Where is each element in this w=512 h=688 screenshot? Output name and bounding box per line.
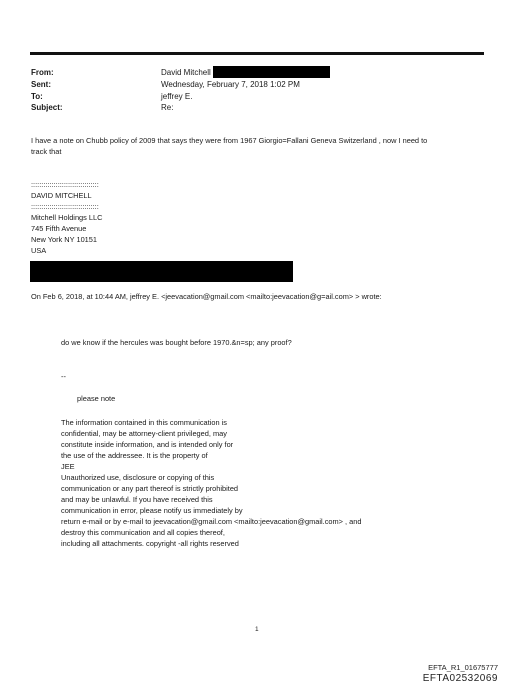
redaction-bar [30,261,293,282]
disclaimer-line: communication in error, please notify us immediately by [61,506,243,515]
footer-id-1: EFTA_R1_01675777 [428,663,498,672]
body-line-1: I have a note on Chubb policy of 2009 that says they were from 1967 Giorgio=Fallani Geneva Switzerland , now I need to [31,136,428,145]
signature-dots-top: ::::::::::::::::::::::::::::::::: [31,180,99,189]
signature-city: New York NY 10151 [31,235,98,244]
quoted-intro: On Feb 6, 2018, at 10:44 AM, jeffrey E. <jeevacation@gmail.com <mailto:jeevacation@g=ail.com> > wrote: [31,292,382,301]
signature-name: DAVID MITCHELL [31,191,92,200]
quoted-question: do we know if the hercules was bought before 1970.&n=sp; any proof? [61,338,292,347]
subject-label: Subject: [31,103,63,112]
subject-value: Re: [161,103,174,112]
disclaimer-line: JEE [61,462,75,471]
from-label: From: [31,68,54,77]
disclaimer-line: The information contained in this communication is [61,418,227,427]
disclaimer-line: constitute inside information, and is intended only for [61,440,234,449]
signature-country: USA [31,246,47,255]
disclaimer-line: return e-mail or by e-mail to jeevacation@gmail.com <mailto:jeevacation@gmail.com> , and [61,517,362,526]
header-rule [30,52,484,55]
disclaimer-line: Unauthorized use, disclosure or copying of this [61,473,215,482]
signature-street: 745 Fifth Avenue [31,224,87,233]
disclaimer-line: and may be unlawful. If you have received this [61,495,213,504]
footer-id-2: EFTA02532069 [422,673,498,684]
body-line-2: track that [31,147,62,156]
disclaimer-line: the use of the addressee. It is the property of [61,451,208,460]
signature-dots-bottom: ::::::::::::::::::::::::::::::::: [31,202,99,211]
page-number: 1 [255,626,259,633]
from-value: David Mitchell [161,68,211,77]
to-label: To: [31,92,43,101]
disclaimer-line: including all attachments. copyright -all rights reserved [61,539,239,548]
to-value: jeffrey E. [161,92,193,101]
sent-label: Sent: [31,80,51,89]
disclaimer-line: confidential, may be attorney-client privileged, may [61,429,227,438]
sent-value: Wednesday, February 7, 2018 1:02 PM [161,80,300,89]
quoted-dashes: -- [61,372,66,381]
signature-company: Mitchell Holdings LLC [31,213,103,222]
disclaimer-line: communication or any part thereof is strictly prohibited [61,484,239,493]
please-note: please note [77,394,116,403]
redaction-bar [213,66,330,78]
disclaimer-line: destroy this communication and all copies thereof, [61,528,225,537]
